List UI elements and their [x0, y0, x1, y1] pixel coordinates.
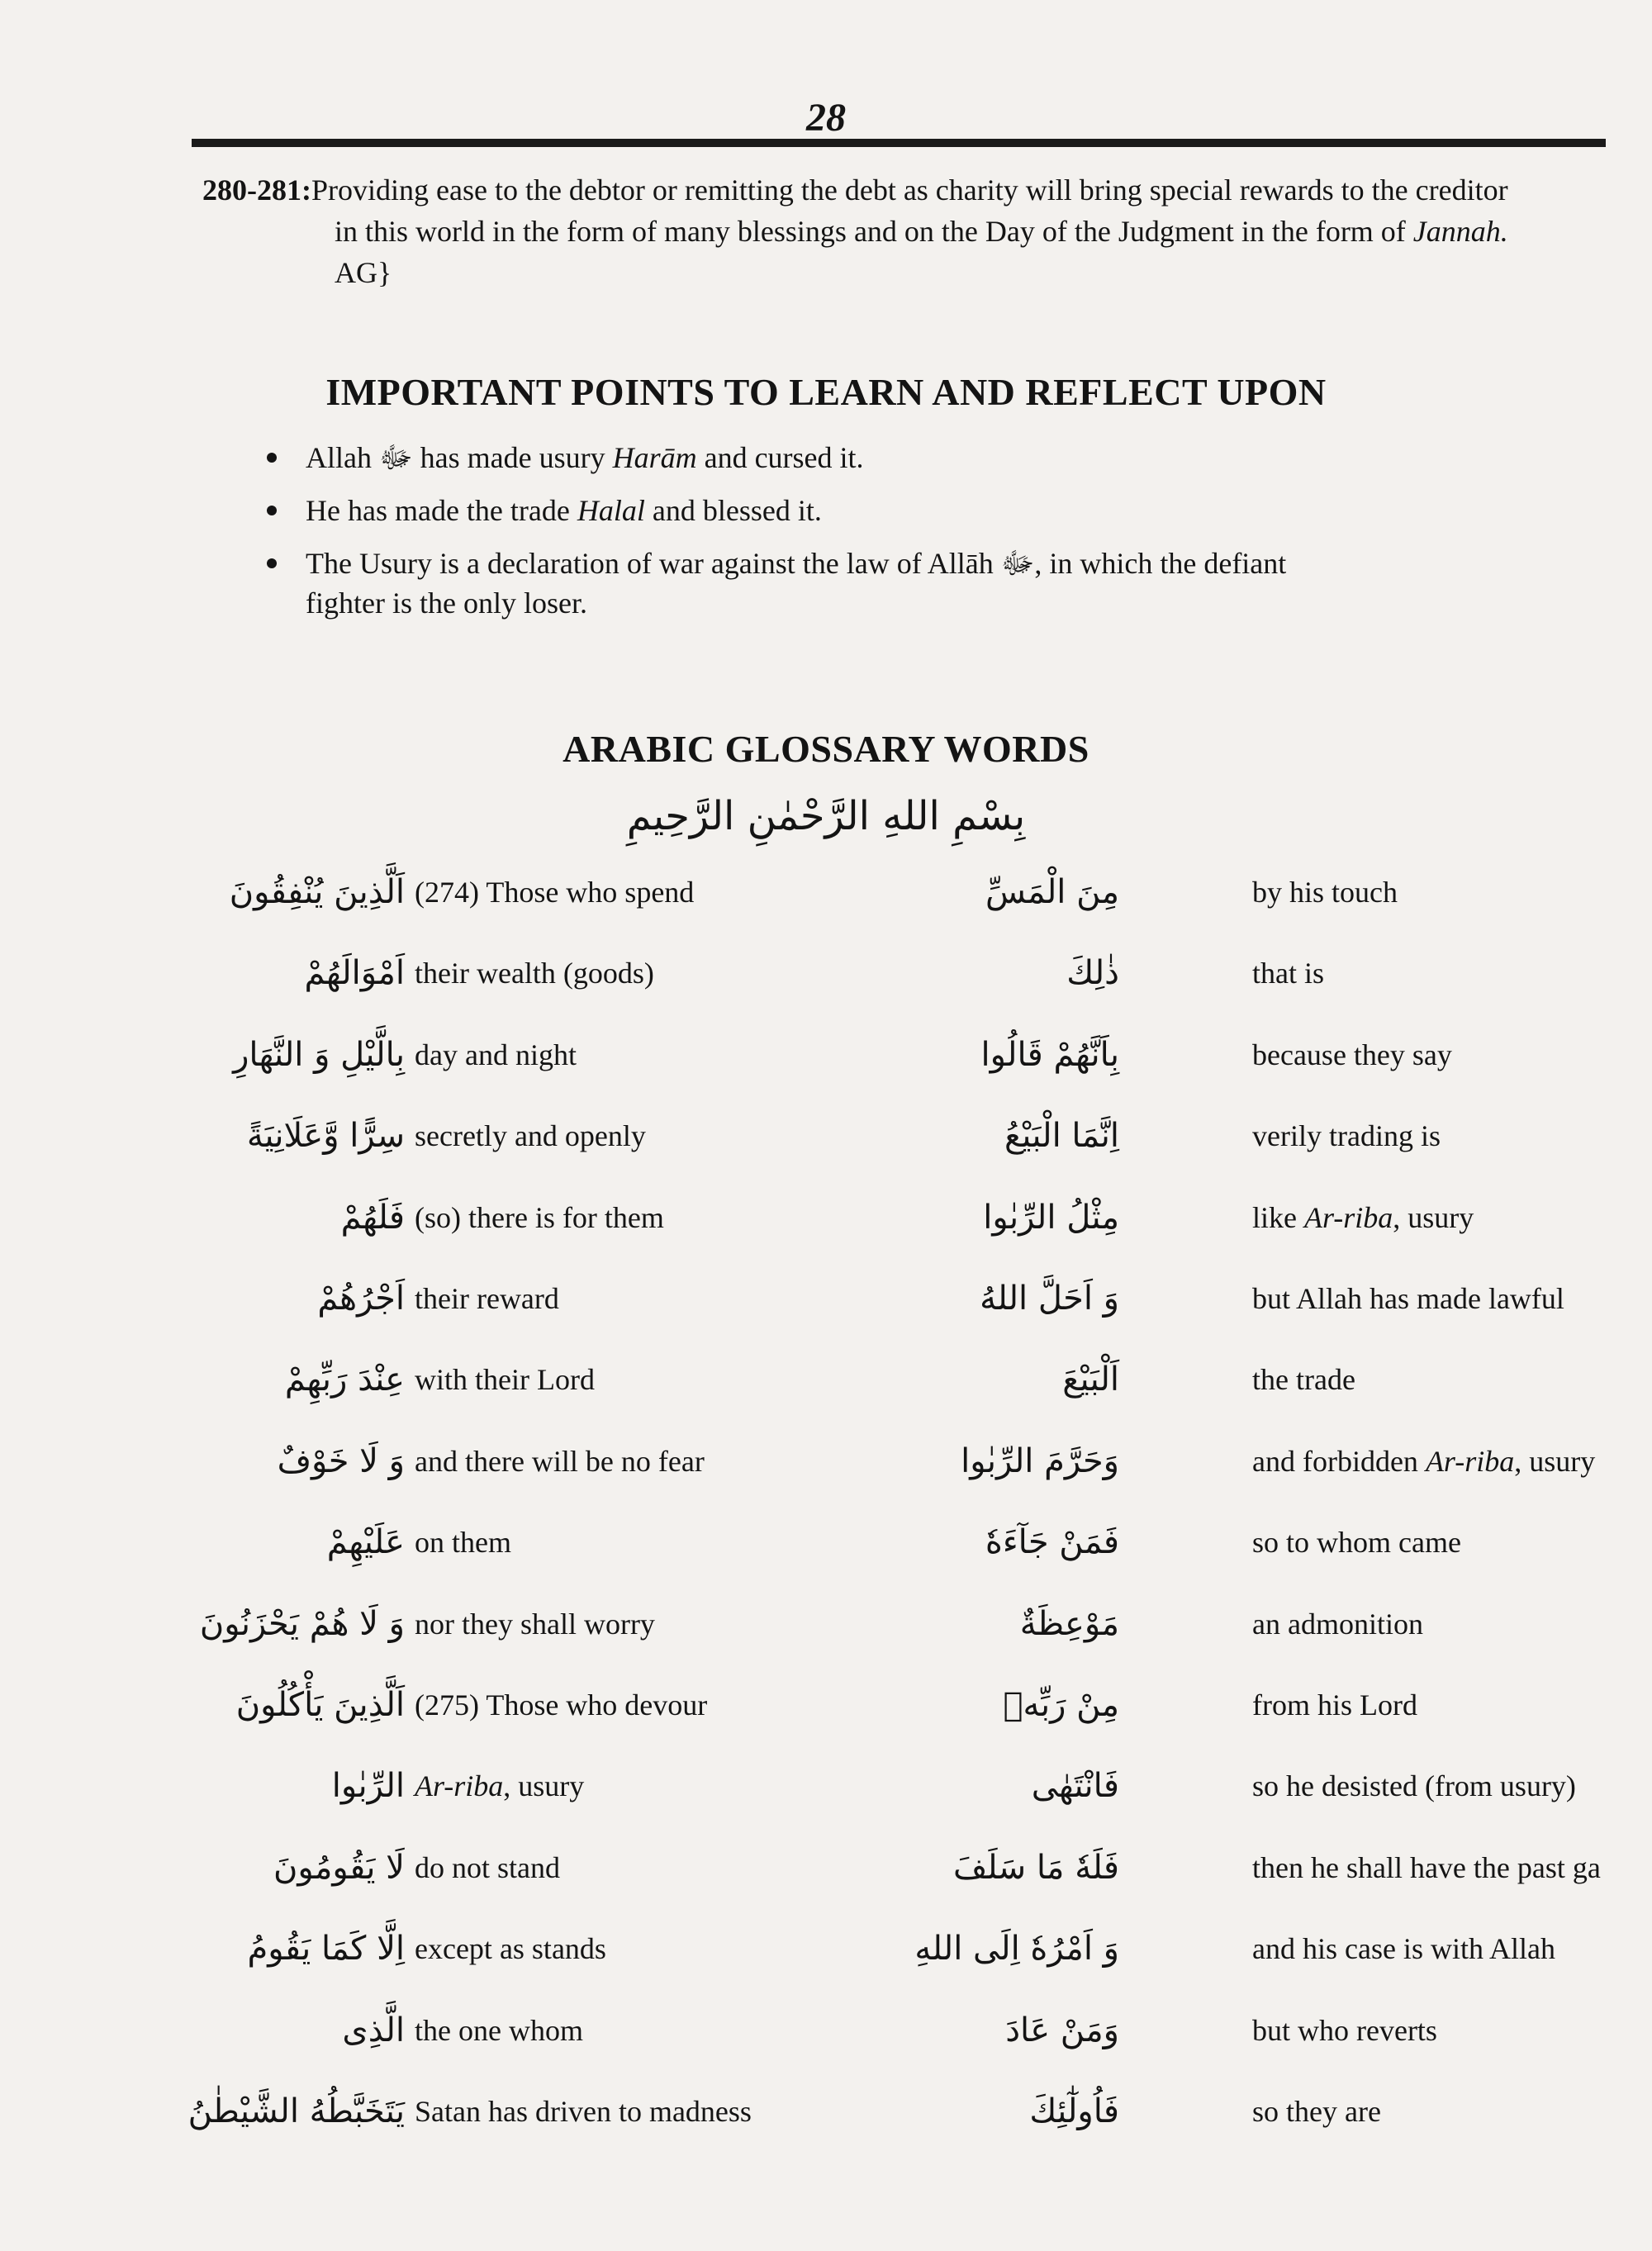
glossary-arabic-right: فَمَنْ جَآءَهٗ	[985, 1523, 1119, 1562]
glossary-english-right: then he shall have the past ga	[1252, 1850, 1601, 1884]
commentary-ref: 280-281:	[202, 173, 311, 207]
glossary-english-left: do not stand	[415, 1850, 560, 1884]
glossary-english-right: like Ar-riba, usury	[1252, 1200, 1474, 1234]
glossary-english-left: (so) there is for them	[415, 1200, 664, 1234]
glossary-arabic-right: وَحَرَّمَ الرِّبٰوا	[961, 1441, 1119, 1480]
glossary-arabic-right: فَلَهٗ مَا سَلَفَ	[952, 1848, 1119, 1887]
glossary-arabic-right: اَلْبَيْعَ	[1062, 1361, 1119, 1399]
glossary-arabic-right: اِنَّمَا الْبَيْعُ	[1004, 1117, 1119, 1156]
glossary-row	[0, 1516, 1652, 1582]
glossary-english-right: from his Lord	[1252, 1688, 1417, 1721]
glossary-arabic-right: وَمَنْ عَادَ	[1005, 2011, 1119, 2049]
glossary-row	[0, 1922, 1652, 1988]
glossary-row	[0, 947, 1652, 1013]
glossary-english-left: (274) Those who spend	[415, 876, 695, 909]
point-italic: Halal	[577, 494, 645, 527]
glossary-arabic-left: اِلَّا كَمَا يَقُومُ	[247, 1930, 405, 1968]
glossary-english-right: verily trading is	[1252, 1119, 1441, 1153]
heading-important-points: IMPORTANT POINTS TO LEARN AND REFLECT UPON	[325, 371, 1327, 413]
glossary-arabic-left: يَتَخَبَّطُهُ الشَّيْطٰنُ	[188, 2092, 405, 2130]
glossary-english-left: on them	[415, 1526, 511, 1560]
heading-glossary: ARABIC GLOSSARY WORDS	[563, 728, 1089, 770]
glossary-arabic-right: وَ اَمْرُهٗ اِلَى اللهِ	[914, 1930, 1119, 1968]
point-text: Allah ﷻ has made usury	[306, 441, 613, 474]
commentary-line2-text: in this world in the form of many blessings and on the Day of the Judgment in the form of	[335, 215, 1413, 248]
glossary-english-left: secretly and openly	[415, 1119, 646, 1153]
glossary-arabic-right: فَانْتَهٰى	[1031, 1767, 1119, 1806]
point-text-end: and cursed it.	[696, 441, 864, 474]
point-italic: Harām	[612, 441, 697, 474]
glossary-row	[0, 1679, 1652, 1745]
glossary-english-right: so he desisted (from usury)	[1252, 1769, 1576, 1803]
glossary-english-left: and there will be no fear	[415, 1444, 705, 1478]
glossary-arabic-left: عَلَيْهِمْ	[326, 1523, 405, 1562]
commentary-line1: Providing ease to the debtor or remitting the debt as charity will bring special rewards to the creditor	[311, 173, 1508, 207]
glossary-english-left: the one whom	[415, 2013, 583, 2047]
glossary-english-right: an admonition	[1252, 1607, 1423, 1641]
glossary-arabic-left: اَلَّذِينَ يُنْفِقُونَ	[229, 873, 405, 911]
glossary-english-right: so to whom came	[1252, 1526, 1461, 1560]
glossary-english-left: nor they shall worry	[415, 1607, 655, 1641]
glossary-arabic-left: فَلَهُمْ	[340, 1198, 405, 1237]
glossary-arabic-left: بِالَّيْلِ وَ النَّهَارِ	[233, 1035, 405, 1074]
glossary-row	[0, 1109, 1652, 1175]
glossary-row	[0, 1191, 1652, 1257]
glossary-row	[0, 1272, 1652, 1338]
glossary-english-left: Satan has driven to madness	[415, 2095, 752, 2128]
glossary-english-right: but who reverts	[1252, 2013, 1437, 2047]
glossary-arabic-left: سِرًّا وَّعَلَانِيَةً	[246, 1117, 405, 1156]
glossary-arabic-right: بِاَنَّهُمْ قَالُوا	[980, 1035, 1119, 1074]
glossary-row	[0, 1598, 1652, 1664]
glossary-arabic-left: اَلَّذِينَ يَأْكُلُونَ	[235, 1686, 405, 1724]
glossary-arabic-right: مِنَ الْمَسِّ	[985, 873, 1119, 911]
glossary-arabic-left: الَّذِى	[342, 2011, 405, 2049]
bismillah: بِسْمِ اللهِ الرَّحْمٰنِ الرَّحِيمِ	[626, 793, 1026, 839]
glossary-english-left: with their Lord	[415, 1363, 595, 1397]
glossary-row	[0, 1353, 1652, 1419]
glossary-english-right: that is	[1252, 957, 1324, 990]
glossary-row	[0, 1028, 1652, 1095]
point-text: The Usury is a declaration of war against the law of Allāh ﷻ, in which the defiant	[306, 547, 1287, 580]
glossary-row	[0, 1759, 1652, 1826]
glossary-english-left: Ar-riba, usury	[415, 1769, 585, 1803]
glossary-english-right: and forbidden Ar-riba, usury	[1252, 1444, 1596, 1478]
glossary-arabic-right: وَ اَحَلَّ اللهُ	[980, 1280, 1119, 1318]
commentary-jannah: Jannah.	[1412, 215, 1508, 248]
glossary-row	[0, 1435, 1652, 1501]
glossary-row	[0, 2085, 1652, 2151]
glossary-arabic-left: لَا يَقُومُونَ	[273, 1848, 405, 1887]
glossary-english-right: so they are	[1252, 2095, 1381, 2128]
glossary-arabic-right: مِثْلُ الرِّبٰوا	[983, 1198, 1119, 1237]
glossary-english-left: their wealth (goods)	[415, 957, 654, 990]
glossary-arabic-left: الرِّبٰوا	[331, 1767, 405, 1806]
glossary-english-right: by his touch	[1252, 876, 1398, 909]
glossary-english-left: (275) Those who devour	[415, 1688, 708, 1721]
glossary-english-right: because they say	[1252, 1038, 1452, 1071]
glossary-arabic-right: ذٰلِكَ	[1066, 954, 1119, 993]
glossary-arabic-right: مَوْعِظَةٌ	[1019, 1604, 1119, 1643]
glossary-arabic-left: اَجْرُهُمْ	[317, 1280, 405, 1318]
glossary-arabic-right: فَاُولٰٓئِكَ	[1029, 2092, 1119, 2130]
glossary-arabic-left: وَ لَا خَوْفٌ	[277, 1441, 405, 1480]
glossary-arabic-left: وَ لَا هُمْ يَحْزَنُونَ	[199, 1604, 405, 1643]
glossary-english-left: their reward	[415, 1282, 559, 1315]
glossary-english-left: except as stands	[415, 1932, 606, 1966]
point-text-end: and blessed it.	[644, 494, 822, 527]
glossary-row	[0, 2004, 1652, 2070]
glossary-arabic-right: مِنْ رَبِّهٖ	[1003, 1686, 1119, 1724]
glossary-row	[0, 866, 1652, 932]
point-text: He has made the trade	[306, 494, 577, 527]
glossary-row	[0, 1841, 1652, 1907]
glossary-english-right: the trade	[1252, 1363, 1355, 1397]
glossary-english-right: but Allah has made lawful	[1252, 1282, 1564, 1315]
glossary-english-right: and his case is with Allah	[1252, 1932, 1555, 1966]
glossary-arabic-left: اَمْوَالَهُمْ	[304, 954, 405, 993]
commentary-line3: AG}	[335, 256, 392, 289]
point-text-cont: fighter is the only loser.	[306, 586, 587, 620]
page-number: 28	[806, 96, 846, 140]
glossary-arabic-left: عِنْدَ رَبِّهِمْ	[284, 1361, 405, 1399]
glossary-english-left: day and night	[415, 1038, 577, 1071]
